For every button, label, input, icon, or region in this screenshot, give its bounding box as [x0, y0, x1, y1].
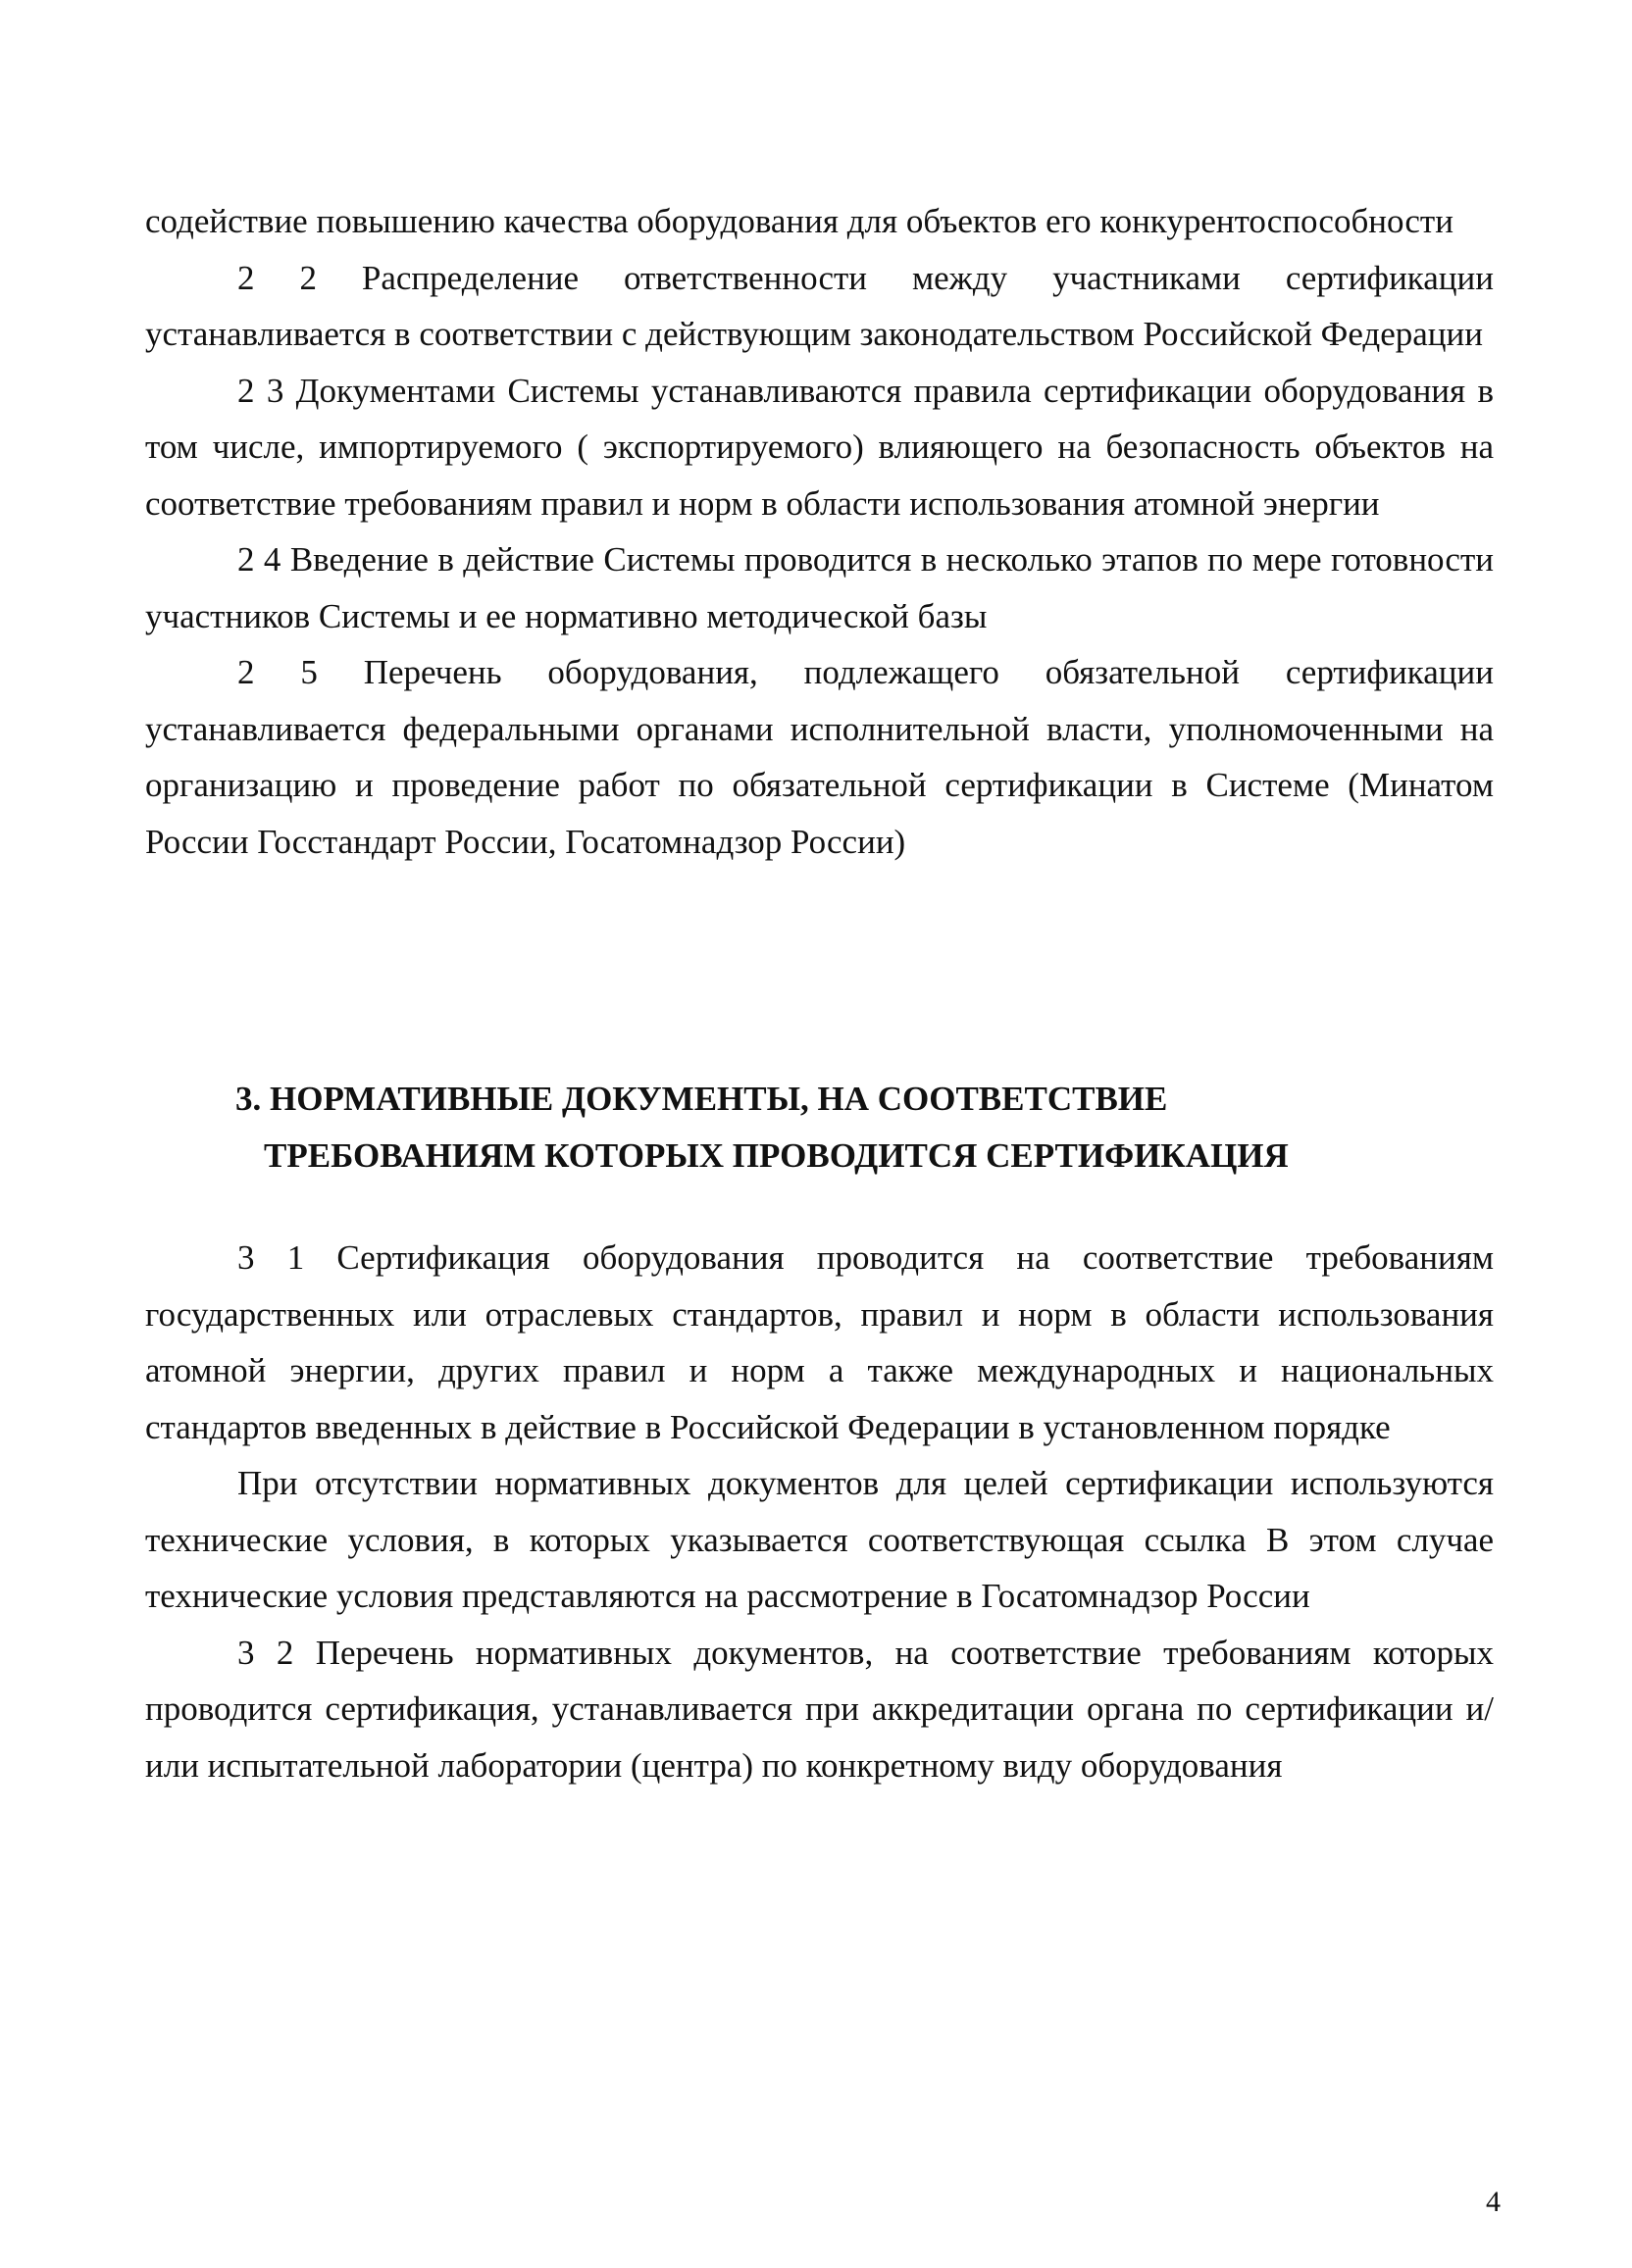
page-number: 4 [1486, 2186, 1501, 2218]
paragraph-3-2: 3 2 Перечень нормативных документов, на соответствие требованиям которых проводится сертификация, устанавливается при аккредитации органа по сертификации и/или испытательной лаборатории (центра) по конкретному виду оборудования [145, 1633, 1494, 1785]
paragraph-2-4: 2 4 Введение в действие Системы проводится в несколько этапов по мере готовности участников Системы и ее нормативно методической базы [145, 540, 1494, 635]
section-heading-line2: ТРЕБОВАНИЯМ КОТОРЫХ ПРОВОДИТСЯ СЕРТИФИКАЦИЯ [264, 1136, 1289, 1175]
paragraph-3-1: 3 1 Сертификация оборудования проводится на соответствие требованиям государственных или отраслевых стандартов, правил и норм в области использования атомной энергии, других правил и норм а также международных и национальных стандартов введенных в действие в Российской Федерации в установленном порядке [145, 1238, 1494, 1446]
section-2-text [145, 193, 1494, 870]
paragraph-2-5: 2 5 Перечень оборудования, подлежащего обязательной сертификации устанавливается федеральными органами исполнительной власти, уполномоченными на организацию и проведение работ по обязательной сертификации в Системе (Минатом России Госстандарт России, Госатомнадзор России) [145, 653, 1494, 861]
section-heading-line1: 3. НОРМАТИВНЫЕ ДОКУМЕНТЫ, НА СООТВЕТСТВИЕ [235, 1080, 1168, 1118]
paragraph-intro-continuation: содействие повышению качества оборудования для объектов его конкурентоспособности [145, 202, 1454, 240]
paragraph-3-1-note: При отсутствии нормативных документов для целей сертификации используются технические условия, в которых указывается соответствующая ссылка В этом случае технические условия представляются на рассмотрение в Госатомнадзор России [145, 1464, 1494, 1615]
section-3-heading [235, 1071, 1412, 1184]
paragraph-2-3: 2 3 Документами Системы устанавливаются правила сертификации оборудования в том числе, импортируемого ( экспортируемого) влияющего на безопасность объектов на соответствие требованиям правил и норм в области использования атомной энергии [145, 371, 1494, 523]
section-3-text [145, 1230, 1494, 1793]
paragraph-2-2: 2 2 Распределение ответственности между участниками сертификации устанавливается в соответствии с действующим законодательством Российской Федерации [145, 258, 1494, 353]
